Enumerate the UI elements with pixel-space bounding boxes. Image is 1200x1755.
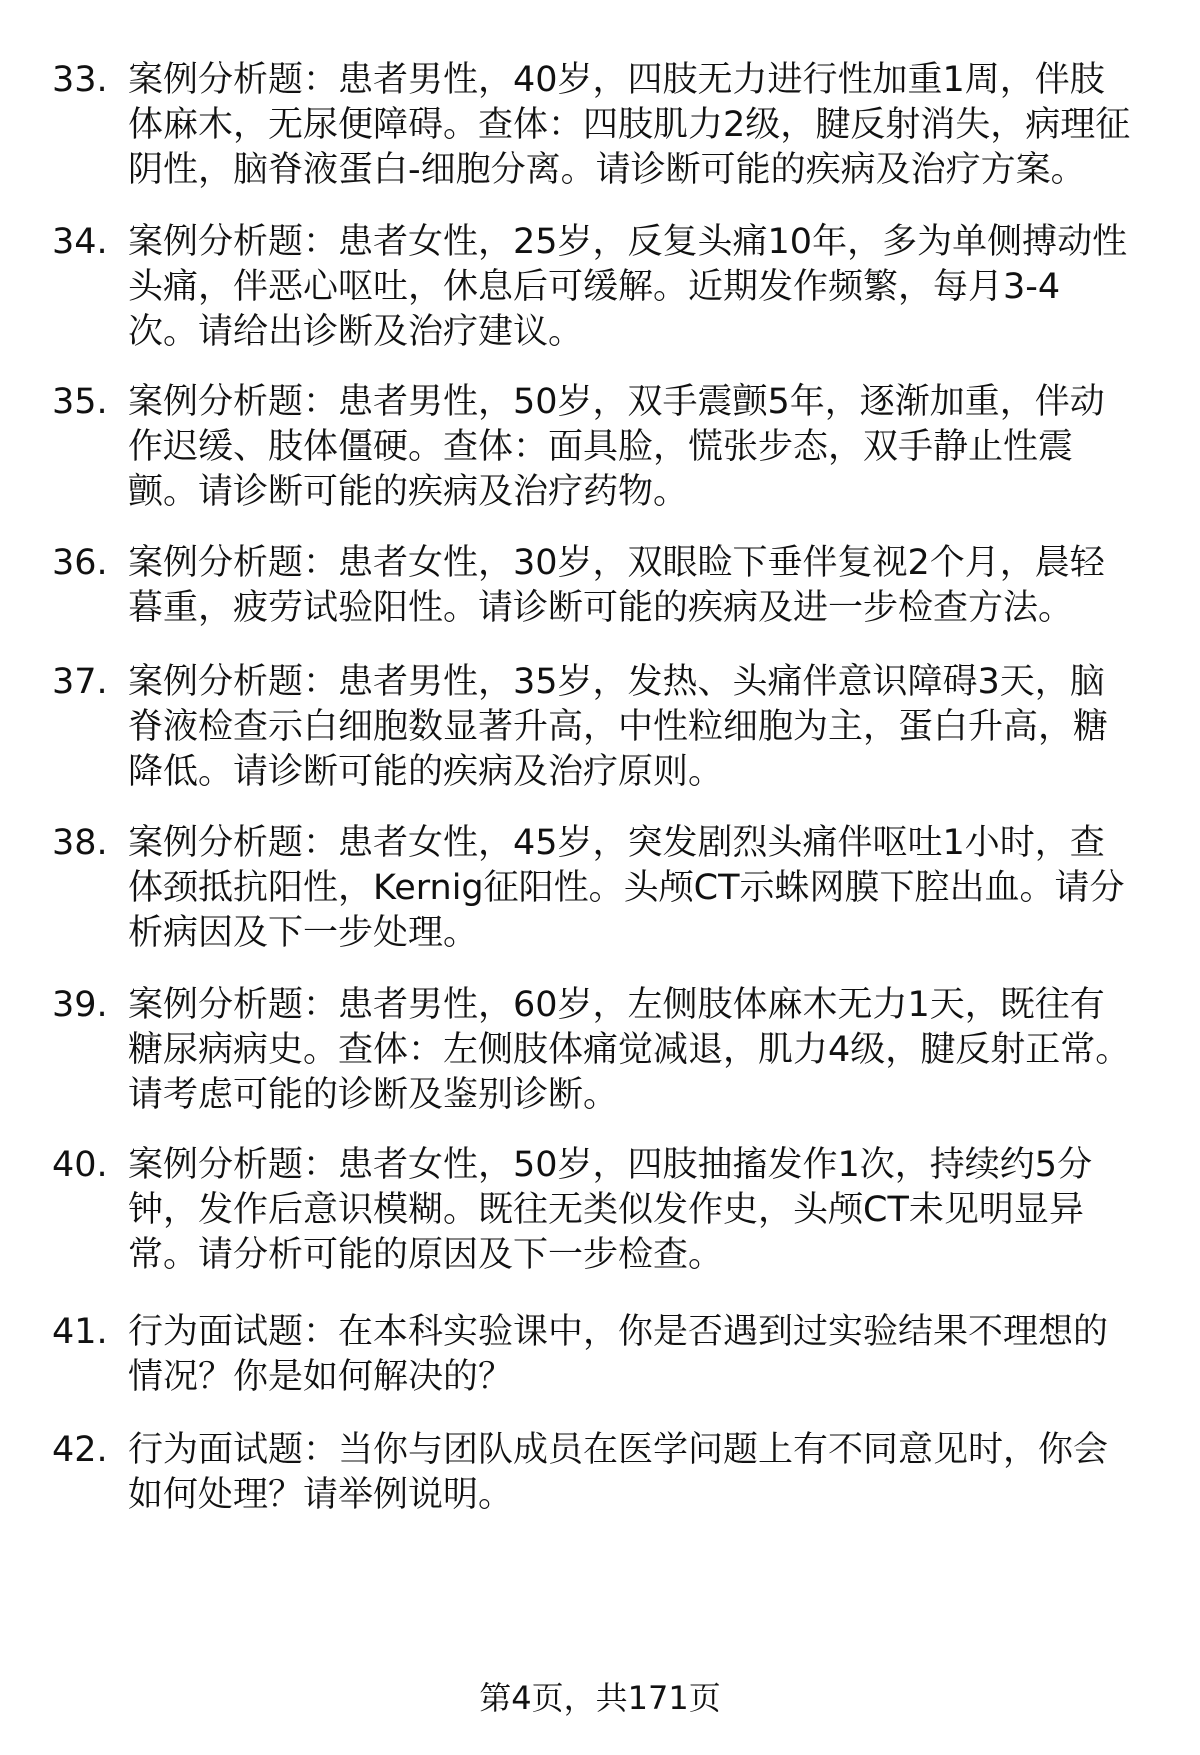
question-text-line: 案例分析题：患者女性，30岁，双眼睑下垂伴复视2个月，晨轻 <box>128 543 1105 583</box>
question-text-line: 案例分析题：患者女性，25岁，反复头痛10年，多为单侧搏动性 <box>128 222 1128 262</box>
question-text-line: 头痛，伴恶心呕吐，休息后可缓解。近期发作频繁，每月3-4 <box>128 267 1061 307</box>
question-number: 41. <box>52 1312 108 1352</box>
question-text-line: 作迟缓、肢体僵硬。查体：面具脸，慌张步态，双手静止性震 <box>128 427 1074 467</box>
question-text-line: 行为面试题：当你与团队成员在医学问题上有不同意见时，你会 <box>128 1430 1109 1470</box>
question-text-line: 案例分析题：患者男性，60岁，左侧肢体麻木无力1天，既往有 <box>128 985 1105 1025</box>
question-number: 33. <box>52 60 108 100</box>
question-text-line: 析病因及下一步处理。 <box>128 913 479 953</box>
question-text-line: 钟，发作后意识模糊。既往无类似发作史，头颅CT未见明显异 <box>128 1190 1084 1230</box>
question-text-line: 请考虑可能的诊断及鉴别诊断。 <box>128 1075 619 1115</box>
question-text-line: 如何处理？请举例说明。 <box>128 1475 514 1515</box>
question-text-line: 行为面试题：在本科实验课中，你是否遇到过实验结果不理想的 <box>128 1312 1109 1352</box>
question-number: 39. <box>52 985 108 1025</box>
question-text-line: 案例分析题：患者男性，50岁，双手震颤5年，逐渐加重，伴动 <box>128 382 1105 422</box>
question-text-line: 暮重，疲劳试验阳性。请诊断可能的疾病及进一步检查方法。 <box>128 588 1074 628</box>
question-number: 38. <box>52 823 108 863</box>
question-text-line: 案例分析题：患者女性，50岁，四肢抽搐发作1次，持续约5分 <box>128 1145 1093 1185</box>
question-text-line: 常。请分析可能的原因及下一步检查。 <box>128 1235 724 1275</box>
question-text-line: 案例分析题：患者男性，35岁，发热、头痛伴意识障碍3天，脑 <box>128 662 1105 702</box>
question-text-line: 降低。请诊断可能的疾病及治疗原则。 <box>128 752 724 792</box>
question-number: 34. <box>52 222 108 262</box>
question-text-line: 案例分析题：患者男性，40岁，四肢无力进行性加重1周，伴肢 <box>128 60 1105 100</box>
question-text-line: 阴性，脑脊液蛋白-细胞分离。请诊断可能的疾病及治疗方案。 <box>128 150 1086 190</box>
page-footer: 第4页，共171页 <box>479 1679 721 1717</box>
question-text-line: 体颈抵抗阳性，Kernig征阳性。头颅CT示蛛网膜下腔出血。请分 <box>128 868 1125 908</box>
question-text-line: 体麻木，无尿便障碍。查体：四肢肌力2级，腱反射消失，病理征 <box>128 105 1131 145</box>
question-text-line: 脊液检查示白细胞数显著升高，中性粒细胞为主，蛋白升高，糖 <box>128 707 1109 747</box>
question-text-line: 次。请给出诊断及治疗建议。 <box>128 312 584 352</box>
question-number: 35. <box>52 382 108 422</box>
question-number: 37. <box>52 662 108 702</box>
question-text-line: 颤。请诊断可能的疾病及治疗药物。 <box>128 472 689 512</box>
question-text-line: 情况？你是如何解决的？ <box>128 1357 514 1397</box>
question-number: 40. <box>52 1145 108 1185</box>
question-text-line: 案例分析题：患者女性，45岁，突发剧烈头痛伴呕吐1小时，查 <box>128 823 1105 863</box>
question-number: 42. <box>52 1430 108 1470</box>
question-number: 36. <box>52 543 108 583</box>
question-text-line: 糖尿病病史。查体：左侧肢体痛觉减退，肌力4级，腱反射正常。 <box>128 1030 1131 1070</box>
